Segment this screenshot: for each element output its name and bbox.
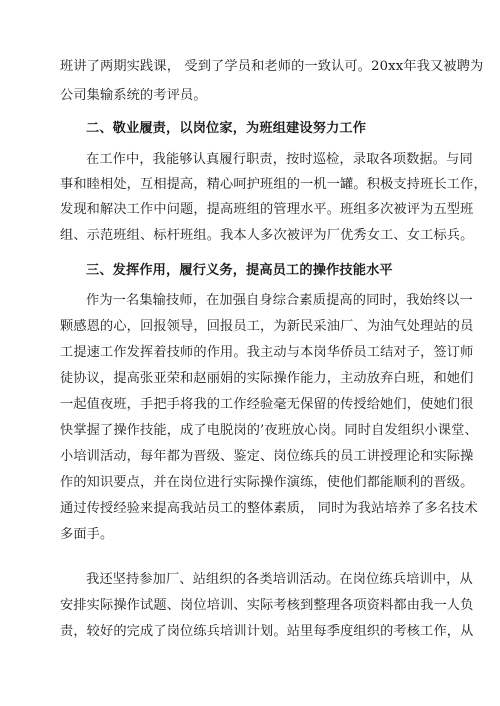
text-line: 多面手。: [60, 527, 114, 542]
section-heading: 三、发挥作用，履行义务，提高员工的操作技能水平: [86, 263, 393, 278]
text-line: 公司集输系统的考评员。: [60, 88, 207, 103]
text-line: 作为一名集输技师，在加强自身综合素质提高的同时，我始终以一: [86, 293, 473, 308]
text-line: 在工作中，我能够认真履行职责，按时巡检，录取各项数据。与同: [86, 152, 473, 167]
text-line: 事和睦相处，互相提高，精心呵护班组的一机一罐。积极支持班长工作，: [60, 177, 487, 192]
text-line: 责，较好的完成了岗位练兵培训计划。站里每季度组织的考核工作，从: [60, 624, 474, 639]
text-line: 作的知识要点，并在岗位进行实际操作演练，使他们都能顺利的晋级。: [60, 475, 474, 490]
text-line: 快掌握了操作技能，成了电脱岗的’夜班放心岗。同时自发组织小课堂、: [60, 423, 478, 438]
text-line: 小培训活动，每年都为晋级、鉴定、岗位练兵的员工讲授理论和实际操: [60, 449, 474, 464]
text-line: 一起值夜班，手把手将我的工作经验毫无保留的传授给她们，使她们很: [60, 397, 474, 412]
text-line: 徒协议，提高张亚荣和赵丽娟的实际操作能力，主动放弃白班，和她们: [60, 371, 474, 386]
text-line: 发现和解决工作中问题，提高班组的管理水平。班组多次被评为五型班: [60, 202, 474, 217]
text-line: 我还坚持参加厂、站组织的各类培训活动。在岗位练兵培训中，从: [86, 572, 473, 587]
text-line: 组、示范班组、标杆班组。我本人多次被评为厂优秀女工、女工标兵。: [60, 228, 474, 243]
text-line: 工提速工作发挥着技师的作用。我主动与本岗华侨员工结对子，签订师: [60, 345, 474, 360]
text-line: 通过传授经验来提高我站员工的整体素质， 同时为我站培养了多名技术: [60, 501, 478, 516]
section-heading: 二、敬业履责，以岗位家，为班组建设努力工作: [86, 121, 367, 136]
text-line: 班讲了两期实践课， 受到了学员和老师的一致认可。20xx年我又被聘为: [60, 59, 484, 74]
text-line: 颗感恩的心，回报领导，回报员工，为新民采油厂、为油气处理站的员: [60, 319, 474, 334]
text-line: 安排实际操作试题、岗位培训、实际考核到整理各项资料都由我一人负: [60, 598, 474, 613]
